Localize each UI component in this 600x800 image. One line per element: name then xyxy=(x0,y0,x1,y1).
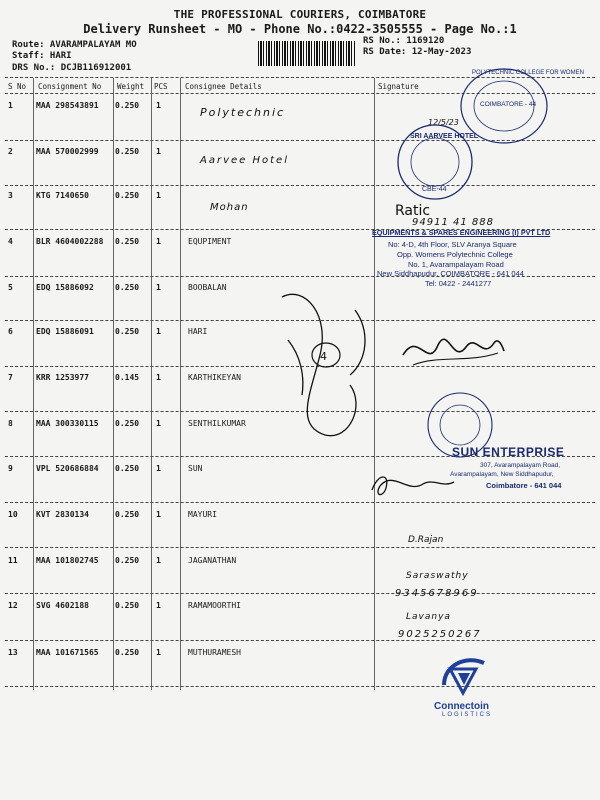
row-consignee: MAYURI xyxy=(188,510,217,519)
row-consignee: SENTHILKUMAR xyxy=(188,419,246,428)
table-row xyxy=(0,601,600,649)
row-sno: 12 xyxy=(8,601,18,610)
company-title: THE PROFESSIONAL COURIERS, COIMBATORE xyxy=(173,8,427,21)
handwritten-name1: Saraswathy xyxy=(406,571,469,581)
col-header-signature: Signature xyxy=(378,82,419,91)
handwritten-drajan: D.Rajan xyxy=(408,535,444,545)
college-stamp-center: COIMBATORE - 44 xyxy=(480,101,537,108)
connectoin-logo-name: Connectoin xyxy=(434,701,489,712)
equipment-stamp-name: EQUIPMENTS & SPARES ENGINEERING (I) PVT LTD xyxy=(372,228,551,237)
row-sno: 10 xyxy=(8,510,18,519)
row-sno: 9 xyxy=(8,464,13,473)
row-pcs: 1 xyxy=(156,464,161,473)
col-header-pcs: PCS xyxy=(154,82,168,91)
runsheet-subtitle: Delivery Runsheet - MO - Phone No.:0422-3505555 - Page No.:1 xyxy=(83,22,517,36)
row-pcs: 1 xyxy=(156,648,161,657)
handwritten-mohan: Mohan xyxy=(210,202,249,213)
col-header-sno: S No xyxy=(8,82,27,91)
table-row xyxy=(0,510,600,558)
row-weight: 0.250 xyxy=(115,327,140,336)
connectoin-logo-sub: LOGISTICS xyxy=(442,712,493,718)
row-pcs: 1 xyxy=(156,419,161,428)
row-divider xyxy=(5,686,595,687)
handwritten-name2: Lavanya xyxy=(406,612,451,622)
row-weight: 0.250 xyxy=(115,147,140,156)
row-weight: 0.250 xyxy=(115,601,140,610)
row-consignment: MAA 300330115 xyxy=(36,419,99,428)
handwritten-aarvee-hotel: Aarvee Hotel xyxy=(200,155,289,166)
equipment-stamp-line2: Opp. Womens Polytechnic College xyxy=(397,250,513,259)
row-pcs: 1 xyxy=(156,327,161,336)
table-row xyxy=(0,556,600,604)
row-weight: 0.250 xyxy=(115,556,140,565)
row-weight: 0.250 xyxy=(115,191,140,200)
drs-number: DRS No.: DCJB116912001 xyxy=(12,63,132,73)
handwritten-polytechnic: Polytechnic xyxy=(200,106,286,119)
row-pcs: 1 xyxy=(156,510,161,519)
handwritten-phone2: 9025250267 xyxy=(398,629,482,640)
row-consignment: MAA 298543891 xyxy=(36,101,99,110)
hotel-stamp-ring-text: SRI AARVEE HOTEL xyxy=(410,133,479,140)
row-weight: 0.250 xyxy=(115,419,140,428)
row-consignment: KRR 1253977 xyxy=(36,373,89,382)
row-weight: 0.145 xyxy=(115,373,140,382)
sun-stamp-line3: Coimbatore - 641 044 xyxy=(486,481,562,490)
row-consignee: JAGANATHAN xyxy=(188,556,237,565)
col-header-consignee: Consignee Details xyxy=(185,82,262,91)
row-pcs: 1 xyxy=(156,283,161,292)
sun-stamp-line2: Avarampalayam, New Siddhapudur, xyxy=(450,471,554,478)
row-sno: 13 xyxy=(8,648,18,657)
row-weight: 0.250 xyxy=(115,237,140,246)
col-header-weight: Weight xyxy=(117,82,145,91)
row-consignee: BOOBALAN xyxy=(188,283,227,292)
row-sno: 4 xyxy=(8,237,13,246)
row-sno: 8 xyxy=(8,419,13,428)
table-row xyxy=(0,648,600,696)
handwritten-phone1: 9345678969 xyxy=(395,588,479,599)
row-pcs: 1 xyxy=(156,101,161,110)
row-sno: 2 xyxy=(8,147,13,156)
equipment-stamp-line4: New Siddhapudur, COIMBATORE - 641 044 xyxy=(377,269,524,278)
row-consignee: RAMAMOORTHI xyxy=(188,601,241,610)
rs-number: RS No.: 1169120 xyxy=(363,36,445,46)
staff-label: Staff: HARI xyxy=(12,51,72,61)
row-sno: 3 xyxy=(8,191,13,200)
row-divider xyxy=(5,593,595,594)
col-header-consignment: Consignment No xyxy=(38,82,102,91)
row-sno: 11 xyxy=(8,556,18,565)
row-pcs: 1 xyxy=(156,556,161,565)
sun-stamp-name: SUN ENTERPRISE xyxy=(452,445,565,459)
row-consignee: HARI xyxy=(188,327,208,336)
equipment-stamp-line1: No: 4-D, 4th Floor, SLV Aranya Square xyxy=(388,240,517,249)
signature-scribble xyxy=(398,325,508,380)
row-consignment: KTG 7140650 xyxy=(36,191,89,200)
row-consignment: BLR 4604002288 xyxy=(36,237,104,246)
row-weight: 0.250 xyxy=(115,464,140,473)
handwritten-date: 12/5/23 xyxy=(428,118,459,127)
row-pcs: 1 xyxy=(156,147,161,156)
rs-date: RS Date: 12-May-2023 xyxy=(363,47,472,57)
row-weight: 0.250 xyxy=(115,283,140,292)
row-sno: 5 xyxy=(8,283,13,292)
row-weight: 0.250 xyxy=(115,510,140,519)
scribble-signature xyxy=(280,285,380,455)
connectoin-logo-icon xyxy=(436,655,496,700)
row-divider xyxy=(5,547,595,548)
sun-stamp-line1: 307, Avarampalayam Road, xyxy=(480,462,561,469)
hotel-stamp-center: CBE-44 xyxy=(422,186,447,193)
row-pcs: 1 xyxy=(156,601,161,610)
row-consignee: MUTHURAMESH xyxy=(188,648,241,657)
row-consignee: SUN xyxy=(188,464,203,473)
college-stamp-ring-text: POLYTECHNIC COLLEGE FOR WOMEN xyxy=(472,70,584,76)
row-consignment: MAA 101671565 xyxy=(36,648,99,657)
handwritten-ratic-phone: 94911 41 888 xyxy=(412,217,494,228)
row-consignment: EDQ 15886091 xyxy=(36,327,94,336)
row-divider xyxy=(5,502,595,503)
row-consignment: VPL 520686884 xyxy=(36,464,99,473)
row-sno: 1 xyxy=(8,101,13,110)
row-consignment: SVG 4602188 xyxy=(36,601,89,610)
row-sno: 7 xyxy=(8,373,13,382)
row-consignment: KVT 2830134 xyxy=(36,510,89,519)
row-consignment: EDQ 15886092 xyxy=(36,283,94,292)
row-weight: 0.250 xyxy=(115,101,140,110)
row-divider xyxy=(5,185,595,186)
route-label: Route: AVARAMPALAYAM MO xyxy=(12,40,137,50)
row-consignment: MAA 101802745 xyxy=(36,556,99,565)
row-sno: 6 xyxy=(8,327,13,336)
row-pcs: 1 xyxy=(156,191,161,200)
barcode xyxy=(258,41,356,66)
row-pcs: 1 xyxy=(156,373,161,382)
row-consignee: EQUPIMENT xyxy=(188,237,232,246)
row-pcs: 1 xyxy=(156,237,161,246)
row-consignee: KARTHIKEYAN xyxy=(188,373,241,382)
handwritten-ratic: Ratic xyxy=(395,203,431,219)
equipment-stamp-tel: Tel: 0422 - 2441277 xyxy=(425,279,492,288)
row-divider xyxy=(5,640,595,641)
equipment-stamp-line3: No. 1, Avarampalayam Road xyxy=(408,260,504,269)
circled-number: 4 xyxy=(320,350,327,363)
table-row xyxy=(0,147,600,195)
sun-signature xyxy=(368,468,458,500)
row-consignment: MAA 570002999 xyxy=(36,147,99,156)
row-weight: 0.250 xyxy=(115,648,140,657)
